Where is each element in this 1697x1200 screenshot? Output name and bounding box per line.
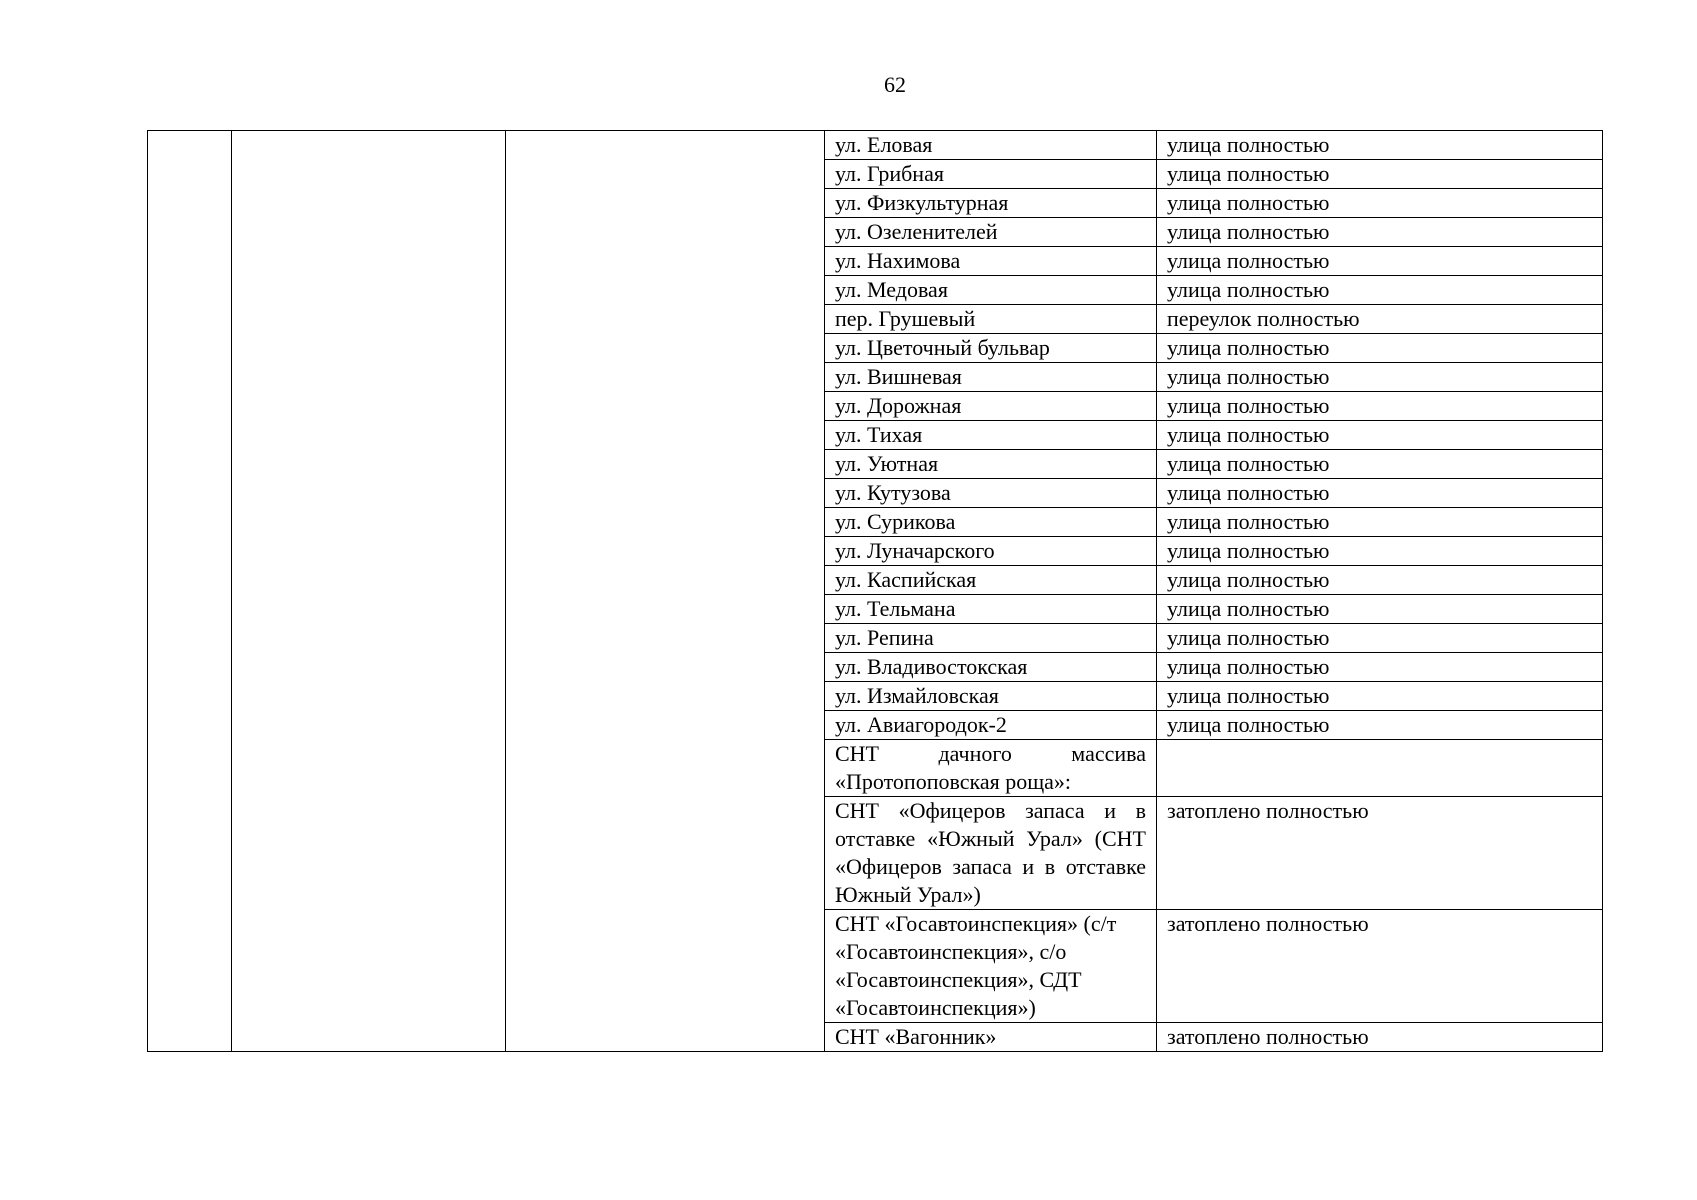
coverage-note-cell: улица полностью (1157, 479, 1603, 508)
street-name-cell: ул. Нахимова (825, 247, 1157, 276)
number-column-cell (148, 131, 232, 1052)
street-name-cell: ул. Физкультурная (825, 189, 1157, 218)
street-name-cell: ул. Репина (825, 624, 1157, 653)
street-name-cell: СНТ дачного массива «Протопоповская роща»: (825, 740, 1157, 797)
street-name-cell: ул. Вишневая (825, 363, 1157, 392)
coverage-note-cell: улица полностью (1157, 711, 1603, 740)
coverage-note-cell: улица полностью (1157, 160, 1603, 189)
coverage-note-cell: затоплено полностью (1157, 797, 1603, 910)
street-name-cell: ул. Сурикова (825, 508, 1157, 537)
street-name-cell: ул. Авиагородок-2 (825, 711, 1157, 740)
street-name-cell: ул. Уютная (825, 450, 1157, 479)
coverage-note-cell: улица полностью (1157, 421, 1603, 450)
table-body (148, 131, 1603, 1052)
street-name-cell: СНТ «Вагонник» (825, 1023, 1157, 1052)
streets-table (147, 130, 1603, 1052)
street-name-cell: ул. Цветочный бульвар (825, 334, 1157, 363)
coverage-note-cell: улица полностью (1157, 566, 1603, 595)
coverage-note-cell: улица полностью (1157, 218, 1603, 247)
coverage-note-cell: улица полностью (1157, 392, 1603, 421)
coverage-note-cell: улица полностью (1157, 276, 1603, 305)
street-name-cell: ул. Озеленителей (825, 218, 1157, 247)
coverage-note-cell: улица полностью (1157, 508, 1603, 537)
coverage-note-cell: улица полностью (1157, 131, 1603, 160)
street-name-cell: ул. Грибная (825, 160, 1157, 189)
coverage-note-cell: улица полностью (1157, 363, 1603, 392)
coverage-note-cell: улица полностью (1157, 624, 1603, 653)
street-name-cell: СНТ «Госавтоинспекция» (с/т «Госавтоинспекция», с/о «Госавтоинспекция», СДТ «Госавтоинспекция») (825, 910, 1157, 1023)
coverage-note-cell: улица полностью (1157, 450, 1603, 479)
page-number: 62 (884, 72, 906, 97)
street-name-cell: пер. Грушевый (825, 305, 1157, 334)
street-name-cell: ул. Дорожная (825, 392, 1157, 421)
street-name-cell: ул. Тихая (825, 421, 1157, 450)
coverage-note-cell: затоплено полностью (1157, 910, 1603, 1023)
coverage-note-cell: затоплено полностью (1157, 1023, 1603, 1052)
coverage-note-cell: улица полностью (1157, 595, 1603, 624)
coverage-note-cell: улица полностью (1157, 537, 1603, 566)
coverage-note-cell: улица полностью (1157, 334, 1603, 363)
street-name-cell: ул. Луначарского (825, 537, 1157, 566)
table-row (148, 131, 1603, 160)
street-name-cell: ул. Владивостокская (825, 653, 1157, 682)
coverage-note-cell: улица полностью (1157, 247, 1603, 276)
area-column-cell (232, 131, 506, 1052)
street-name-cell: ул. Кутузова (825, 479, 1157, 508)
street-name-cell: СНТ «Офицеров запаса и в отставке «Южный Урал» (СНТ «Офицеров запаса и в отставке Южный Урал») (825, 797, 1157, 910)
coverage-note-cell (1157, 740, 1603, 797)
coverage-note-cell: улица полностью (1157, 682, 1603, 711)
street-name-cell: ул. Тельмана (825, 595, 1157, 624)
street-name-cell: ул. Еловая (825, 131, 1157, 160)
coverage-note-cell: переулок полностью (1157, 305, 1603, 334)
coverage-note-cell: улица полностью (1157, 189, 1603, 218)
street-name-cell: ул. Измайловская (825, 682, 1157, 711)
street-name-cell: ул. Каспийская (825, 566, 1157, 595)
coverage-note-cell: улица полностью (1157, 653, 1603, 682)
street-name-cell: ул. Медовая (825, 276, 1157, 305)
territory-column-cell (506, 131, 825, 1052)
